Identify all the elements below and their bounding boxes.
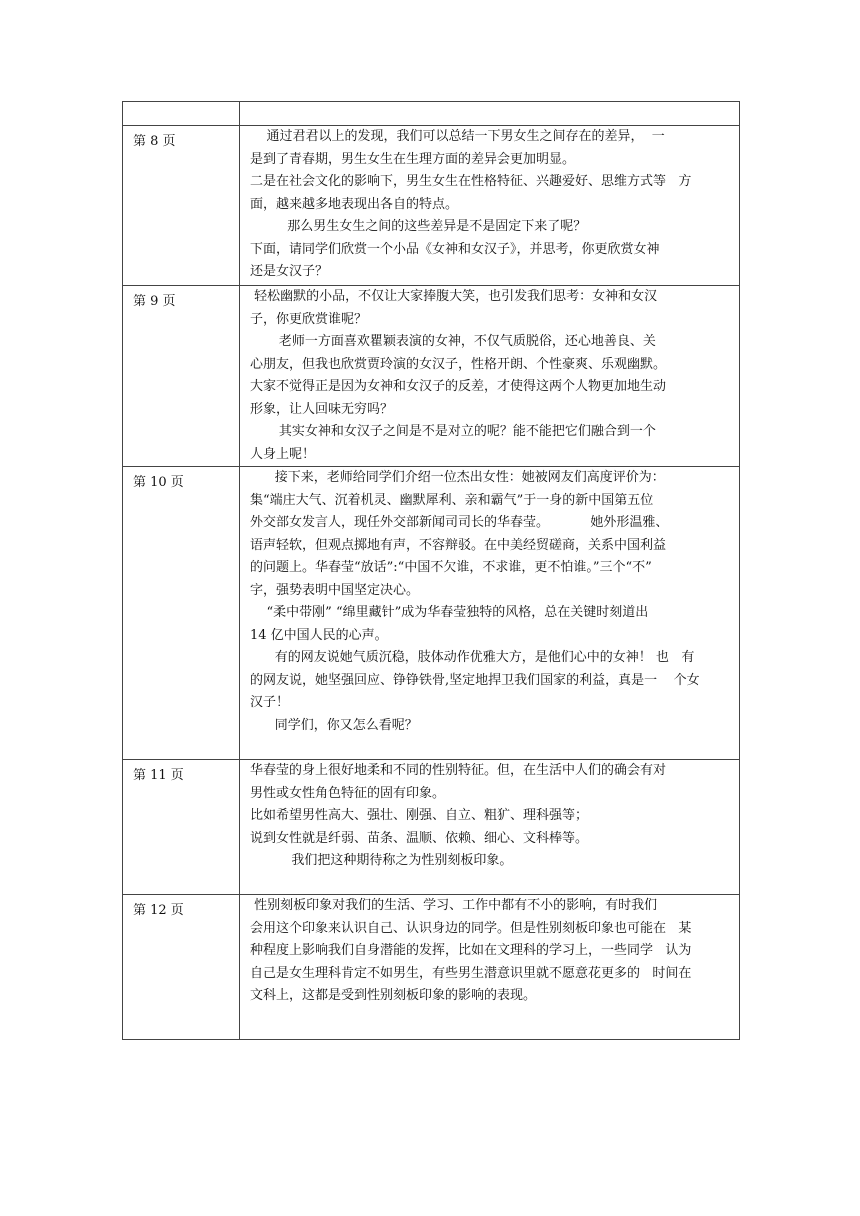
text-line: 会用这个印象来认识自己、认识身边的同学。但是性别刻板印象也可能在 某 [250,920,692,936]
lesson-table [122,101,740,1040]
page-content-cell [240,102,740,126]
text-line: 子，你更欣赏谁呢？ [250,311,368,327]
table-row [123,286,740,467]
page-label-cell [123,895,240,1040]
text-line: 面，越来越多地表现出各自的特点。 [250,196,459,212]
text-line: 人身上呢！ [250,446,316,462]
text-line: 其实女神和女汉子之间是不是对立的呢？能不能把它们融合到一个 [250,424,656,439]
text-line: 男性或女性角色特征的固有印象。 [250,785,446,801]
text-line: 接下来，老师给同学们介绍一位杰出女性：她被网友们高度评价为： [250,470,665,485]
page-label: 第 9 页 [133,294,176,309]
page-label: 第 12 页 [133,903,184,918]
text-line: 华春莹的身上很好地柔和不同的性别特征。但，在生活中人们的确会有对 [250,763,667,778]
lesson-table-body [123,102,740,1040]
text-line: 14 亿中国人民的心声。 [250,627,388,643]
page-label-cell [123,102,240,126]
text-line: 集“端庄大气、沉着机灵、幽默犀利、亲和霸气”于一身的新中国第五位 [250,492,654,508]
page-label-cell [123,286,240,467]
page-content-cell [240,895,740,1040]
page-content-cell [240,760,740,895]
text-line: 汉子！ [250,695,290,710]
text-line: 的问题上。华春莹“放话”:“中国不欠谁，不求谁，更不怕谁。”三个“不” [250,560,652,575]
text-line: 字，强势表明中国坚定决心。 [250,582,420,598]
text-line: 那么男生女生之间的这些差异是不是固定下来了呢？ [250,219,587,234]
text-line: 种程度上影响我们自身潜能的发挥，比如在文理科的学习上，一些同学 认为 [250,943,692,958]
table-row [123,126,740,286]
page-label-cell [123,760,240,895]
table-row [123,760,740,895]
text-line: 轻松幽默的小品，不仅让大家捧腹大笑，也引发我们思考：女神和女汉 [250,289,658,304]
text-line: 形象，让人回味无穷吗？ [250,401,394,417]
text-line: 同学们，你又怎么看呢？ [250,717,418,733]
table-row [123,102,740,126]
text-line: 有的网友说她气质沉稳，肢体动作优雅大方，是他们心中的女神！ 也 有 [250,650,695,665]
page-content-cell [240,286,740,467]
text-line: 的网友说，她坚强回应、铮铮铁骨,坚定地捍卫我们国家的利益，真是一 个女 [250,672,700,688]
text-line: 下面，请同学们欣赏一个小品《女神和女汉子》，并思考，你更欣赏女神 [250,241,660,257]
table-row [123,467,740,760]
page-content-cell [240,467,740,760]
text-line: 心朋友，但我也欣赏贾玲演的女汉子，性格开朗、个性豪爽、乐观幽默。 [250,356,667,372]
text-line: 通过君君以上的发现，我们可以总结一下男女生之间存在的差异， 一 [250,129,665,144]
text-line: 自己是女生理科肯定不如男生，有些男生潜意识里就不愿意花更多的 时间在 [250,965,692,981]
page-label: 第 11 页 [133,768,184,783]
text-line: 大家不觉得正是因为女神和女汉子的反差，才使得这两个人物更加地生动 [250,379,667,394]
table-row [123,895,740,1040]
text-line: 语声轻软，但观点掷地有声，不容辩驳。在中美经贸磋商，关系中国利益 [250,537,667,553]
text-line: 文科上，这都是受到性别刻板印象的影响的表现。 [250,988,537,1003]
page-label-cell [123,467,240,760]
text-line: “柔中带刚” “绵里藏针”成为华春莹独特的风格，总在关键时刻道出 [250,605,649,620]
page-label: 第 10 页 [133,475,184,490]
text-line: 外交部女发言人，现任外交部新闻司司长的华春莹。 她外形温雅、 [250,515,669,530]
page-label-cell [123,126,240,286]
text-line: 说到女性就是纤弱、苗条、温顺、依赖、细心、文科棒等。 [250,830,589,846]
text-line: 我们把这种期待称之为性别刻板印象。 [250,853,513,868]
text-line: 还是女汉子？ [250,264,329,279]
page-content-cell [240,126,740,286]
text-line: 是到了青春期，男生女生在生理方面的差异会更加明显。 [250,151,576,167]
text-line: 老师一方面喜欢瞿颖表演的女神，不仅气质脱俗，还心地善良、关 [250,334,656,349]
text-line: 比如希望男性高大、强壮、刚强、自立、粗犷、理科强等； [250,808,589,823]
page-label: 第 8 页 [133,134,176,149]
text-line: 性别刻板印象对我们的生活、学习、工作中都有不小的影响，有时我们 [250,898,658,913]
text-line: 二是在社会文化的影响下，男生女生在性格特征、兴趣爱好、思维方式等 方 [250,174,692,189]
